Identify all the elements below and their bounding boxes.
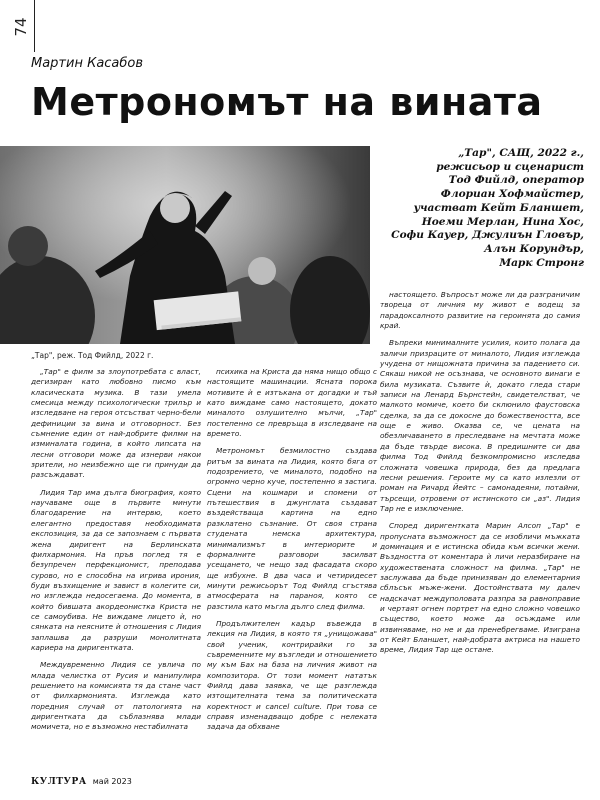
- paragraph: Лидия Тар има дълга биография, която научаваме още в първите минути благодарение на интервю, което елегантно предоставя необходимата експозиция, за да се запознаем с първата жена диригент на Берлинската филхармония. На пръв поглед тя е безупречен перфекционист, преподава сурово, но е способна на игрива ирония, буди възхищение и завист в колегите си, но изглежда недосегаема. До момента, в който бившата акордеонистка Криста не се самоубива. Не виждаме лицето ѝ, но сянката на неясните ѝ отношения с Лидия заплашва да разруши монолитната кариера на диригентката.: [31, 487, 201, 652]
- film-credits: [372, 147, 584, 270]
- header-rule: [34, 0, 35, 52]
- credits-line: Ноеми Мерлан, Нина Хос,: [421, 215, 584, 228]
- credits-line: Софи Кауер, Джулиън Гловър,: [391, 229, 584, 242]
- credits-line: Флориан Хофмайстер,: [440, 188, 584, 201]
- paragraph: Продължителен кадър въвежда в лекция на Лидия, в която тя „унищожава" свой ученик, контрирайки го за съвременните му възгледи и отношението му към Бах на база на личния живот на композитора. От този момент нататък Фийлд дава заявка, че ще разглежда изтощителната тема за политическата коректност и cancel culture. При това се справя изненадващо добре с нелеката задача да обхване: [207, 618, 377, 732]
- text-column-3: [380, 290, 580, 663]
- film-still-photo: [0, 146, 370, 344]
- credits-line: Алън Корундър,: [484, 242, 584, 255]
- text-column-1: [31, 367, 201, 740]
- paragraph: психика на Криста да няма нищо общо с настоящите машинации. Ясната порока мотивите ѝ е изтъкана от догадки и тъй като виждаме само настоящето, докато миналото озлушително мълчи, „Тар" постепенно се превръща в изследване на времето.: [207, 367, 377, 439]
- credits-line: Тод Фийлд, оператор: [448, 174, 584, 187]
- credits-line: Марк Стронг: [499, 256, 584, 269]
- author-name: Мартин Касабов: [31, 56, 144, 71]
- article-title: Метрономът на вината: [31, 80, 543, 124]
- page-number: 74: [12, 17, 30, 37]
- magazine-logo: КУЛТУРА: [31, 777, 87, 787]
- credits-line: „Тар", САЩ, 2022 г.,: [458, 147, 584, 159]
- paragraph: Метрономът безмилостно създава ритъм за вината на Лидия, която бяга от подозрението, че миналото, подобно на огромно черно куче, постепенно я застига. Сцени на кошмари и спомени от пътешествия в джунглата създават въздействаща картина на едно разклатено съзнание. От своя страна студената немска архитектура, минимализмът в интериорите и формалните разговори засилват усещането, че нещо зад фасадата скоро ще избухне. В два часа и четиридесет минути режисьорът Тод Фийлд сгъстява атмосферата на параноя, която се разстила като мъгла дълго след филма.: [207, 446, 377, 611]
- paragraph: „Тар" е филм за злоупотребата с власт, дегизиран като любовно писмо към класическата музика. В тази умела смесица между психологически трилър и изследване на героя отсъстват черно-бели дефиниции за вина и отговорност. Без съмнение един от най-добрите филми на изминалата година, в който липсата на лесни отговори може да изнерви някои зрители, но неизбежно ще ги принуди да разсъждават.: [31, 367, 201, 480]
- paragraph: Въпреки минималните усилия, които полага да заличи призраците от миналото, Лидия изглежда учудена от нищожната причина за падението си. Сякаш никой не осъзнава, че основното винаги е била музиката. Съзвите ѝ, докато гледа стари записи на Ленард Бърнстейн, свидетелстват, че малкото момиче, което би склюнило фаустовска сделка, за да се докосне до божествеността, все още е живо. Оказва се, че цената на обезличаването в преследване на мечтата може да бъде твърде висока. В предишните си два филма Тод Фийлд безкомпромисно изследва сложната човешка природа, без да предлага лесни решения. Героите му са като излезли от роман на Ричард Йейтс – самонадеяни, потайни, търсещи, отровени от истинското си „аз". Лидия Тар не е изключение.: [380, 338, 580, 513]
- paragraph: настоящето. Въпросът може ли да разграничим твореца от личния му живот е водещ за парадоксалното развитие на героинята до самия край.: [380, 290, 580, 331]
- credits-line: режисьор и сценарист: [436, 160, 584, 173]
- paragraph: Междувременно Лидия се увлича по млада челистка от Русия и манипулира решението на комисията тя да стане част от филхармонията. Изглежда като поредния случай от патологията на диригентката да съблазнява млади момичета, но е възможно нестабилната: [31, 660, 201, 732]
- photo-caption: „Тар", реж. Тод Фийлд, 2022 г.: [31, 351, 154, 360]
- paragraph: Според диригентката Марин Алсоп „Тар" е пропуснатa възможност да се изобличи мъжката доминация и е истинска обида към всички жени. Въздността от коментара ѝ личи неразбиране на художествената сложност на филма. „Тар" не заслужава да бъде принизяван до елементарния сблъсък мъже-жени. Достойнствата му далеч надскачат междуполовата разпра за равноправие и чертаят огнен портрет на едно сложно човешко същество, което може да осъждаме или извиняваме, но не и да пренебрегваме. Изиграна от Кейт Бланшет, най-добрата актриса на нашето време, Лидия Тар ще остане.: [380, 521, 580, 655]
- page-footer: [31, 777, 132, 787]
- issue-date: май 2023: [92, 777, 132, 786]
- text-column-2: [207, 367, 377, 740]
- credits-line: участват Кейт Бланшет,: [413, 201, 584, 214]
